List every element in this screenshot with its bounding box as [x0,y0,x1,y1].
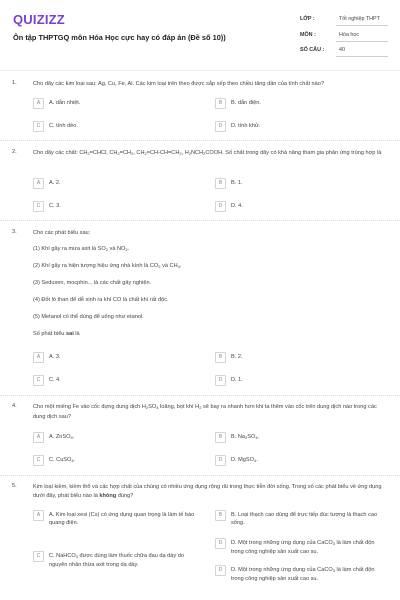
option-letter-box: B [215,178,226,189]
option-text: C. CuSO$_4$. [49,457,76,463]
subject-underline [336,41,388,42]
option-letter-box: A [33,510,44,521]
question-text: Cho dãy các kim loại sau: Ag, Cu, Fe, Al. Các kim loại trên theo được sắp xếp theo chiều tăng dần của tính chất nào? [33,81,324,87]
option-text: C. 4. [49,377,61,383]
option-letter-box: C [33,201,44,212]
option-letter-box: B [215,352,226,363]
option-letter-box: D [215,201,226,212]
question-text: Cho dãy các chất: $CH_2=CHCl$, $CH_2=CH_2$, $CH_2=CH-CH=CH_2$, $H_2NCH_2COOH$. Số chất trong dãy có khả năng tham gia phản ứng trùng hợp là [33,150,382,156]
question-number: 4. [12,403,17,409]
option-text: C. 3. [49,203,61,209]
option-letter-box: D [215,375,226,386]
option-text: B. $Na_2SO_4$. [231,434,260,440]
option-text: A. 2. [49,180,61,186]
option-text: A. ZnSO$_4$. [49,434,75,440]
option-text: C. NaHCO$_3$ được dùng làm thuốc chữa đau dạ dày do nguyên nhân thừa axit trong dạ dày. [49,553,184,568]
option-text: D. MgSO$_4$. [231,457,258,463]
option-letter-box: D [215,455,226,466]
option-text: B. 2. [231,354,243,360]
option-text: D. Một trong những ứng dụng của CaCO$_3$ là làm chất độn trong công nghiệp sản xuất cao su. [231,567,375,582]
option-text: D. 1. [231,377,243,383]
option-letter-box: B [215,98,226,109]
subject-value: Hóa học [339,32,360,38]
question-divider [0,140,400,141]
option-letter-box: C [33,551,44,562]
option-text: D. Một trong những ứng dụng của CaCO$_3$ là làm chất độn trong công nghiệp sản xuất cao su. [231,540,375,555]
option-letter-box: A [33,98,44,109]
option-text: C. tính dẻo. [49,123,78,129]
option-text: A. 3. [49,354,61,360]
question-number: 1. [12,80,17,86]
option-letter-box: D [215,565,226,576]
header-divider [0,70,400,71]
question-divider [0,475,400,476]
class-underline [336,25,388,26]
question-number: 3. [12,229,17,235]
statement-1: (1) Khí gây ra mưa axit là $SO_2$ và $NO_2$. [33,246,130,252]
option-letter-box: A [33,432,44,443]
option-letter-box: D [215,121,226,132]
class-label: LỚP : [300,16,315,22]
worksheet-header [0,0,400,70]
option-letter-box: C [33,375,44,386]
question-number: 2. [12,149,17,155]
option-letter-box: C [33,455,44,466]
question-tail: Số phát biểu sai là [33,331,80,337]
option-text: B. 1. [231,180,243,186]
statement-5: (5) Metanol có thể dùng để uống như etanol. [33,314,144,320]
option-letter-box: C [33,121,44,132]
option-letter-box: D [215,538,226,549]
statement-2: (2) Khí gây ra hiện tượng hiệu ứng nhà kính là $CO_2$ và $CH_4$. [33,263,182,269]
question-text: Cho một miếng Fe vào cốc đựng dung dịch $H_2SO_4$ loãng, bọt khí $H_2$ sẽ bay ra nhanh hơn khi ta thêm vào cốc trên dung dịch nào trong các dung dịch sau? [33,404,377,420]
question-count-underline [336,56,388,57]
question-text: Cho các phát biểu sau: [33,230,91,236]
option-text: A. dẫn nhiệt. [49,100,81,106]
question-count-value: 40 [339,47,345,53]
question-divider [0,220,400,221]
option-letter-box: B [215,510,226,521]
question-divider [0,395,400,396]
option-text: D. 4. [231,203,243,209]
option-text: D. tính khử. [231,123,261,129]
quizizz-logo: QUIZIZZ [13,12,65,27]
question-text: Kim loại kiềm, kiềm thổ và các hợp chất của chúng có nhiều ứng dụng rộng rãi trong thực tiễn đời sống. Trong số các phát biểu về ứng dụng dưới đây, phát biểu nào là không đúng? [33,484,382,499]
option-letter-box: B [215,432,226,443]
class-value: Tốt nghiệp THPT [339,16,380,22]
question-number: 5. [12,483,17,489]
subject-label: MÔN : [300,32,316,38]
worksheet-title: Ôn tập THPTGQ môn Hóa Học cực hay có đáp án (Đề số 10)) [13,33,226,42]
option-text: B. dẫn điện. [231,100,261,106]
statement-4: (4) Đốt lò than để dễ sinh ra khí CO là chất khí rất độc. [33,297,169,303]
option-letter-box: A [33,178,44,189]
statement-3: (3) Seduxen, mocphin... là các chất gây nghiện. [33,280,152,286]
option-letter-box: A [33,352,44,363]
option-text: A. Kim loại xesi (Cs) có ứng dụng quan trọng là làm tế bào quang điện. [49,512,195,526]
question-count-label: SỐ CÂU : [300,47,325,53]
option-text: B. Loại thạch cao dùng để trực tiếp đúc tượng là thạch cao sống. [231,512,378,526]
